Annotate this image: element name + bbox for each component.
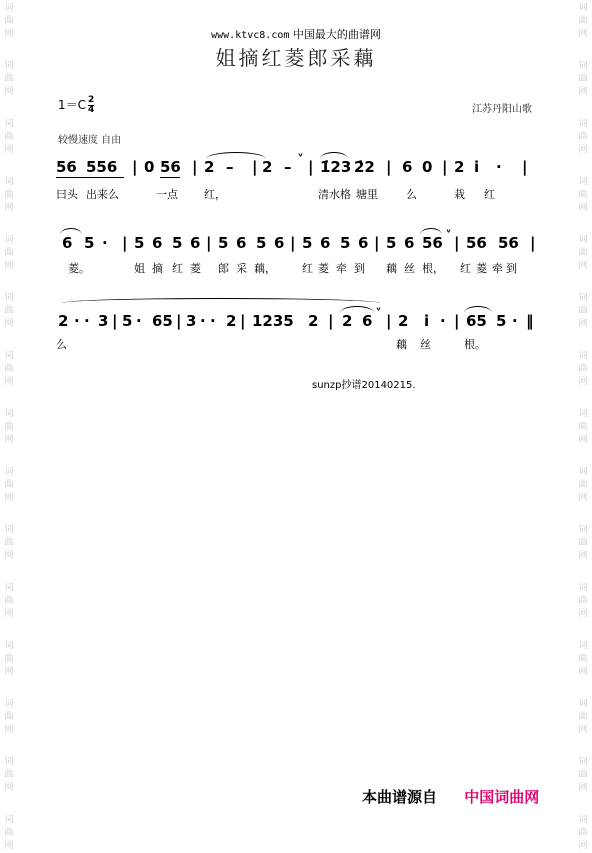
tempo-marking: 较慢速度 自由 — [58, 135, 122, 146]
watermark-mark — [576, 756, 590, 795]
footer-source-label: 本曲谱源自 — [362, 788, 438, 806]
note-group: 56 — [56, 158, 77, 176]
watermark-mark — [576, 176, 590, 215]
note: 0 — [144, 158, 155, 176]
lyric: 清水格 — [318, 188, 351, 201]
watermark-char: 曲 — [4, 364, 14, 374]
note: 2 — [398, 312, 409, 330]
watermark-char: 曲 — [4, 190, 14, 200]
watermark-char: 词 — [578, 3, 588, 13]
watermark-char: 曲 — [4, 132, 14, 142]
dot: · — [512, 312, 518, 330]
watermark-char: 曲 — [578, 538, 588, 548]
barline: | — [290, 234, 296, 252]
dot: · — [200, 312, 206, 330]
slur-arc — [420, 228, 442, 235]
barline: | — [374, 234, 380, 252]
lyric: 菱 — [318, 262, 329, 275]
note: 2 — [204, 158, 215, 176]
watermark-char: 词 — [4, 525, 14, 535]
site-header-line — [0, 26, 592, 42]
watermark-mark — [2, 524, 16, 563]
watermark-char: 网 — [578, 203, 588, 213]
dot: · — [210, 312, 216, 330]
barline: | — [442, 158, 448, 176]
watermark-char: 网 — [4, 725, 14, 735]
lyrics-row-3 — [56, 336, 536, 356]
note: 2 — [262, 158, 273, 176]
watermark-mark — [576, 524, 590, 563]
watermark-mark — [2, 466, 16, 505]
dot: · — [136, 312, 142, 330]
watermark-char: 曲 — [578, 132, 588, 142]
watermark-char: 曲 — [578, 712, 588, 722]
watermark-char: 网 — [578, 145, 588, 155]
watermark-mark — [2, 756, 16, 795]
watermark-char: 曲 — [578, 422, 588, 432]
watermark-mark — [576, 408, 590, 447]
watermark-char: 词 — [4, 699, 14, 709]
watermark-char: 词 — [4, 177, 14, 187]
note: 6 — [62, 234, 73, 252]
dot: · — [74, 312, 80, 330]
dot: · — [496, 158, 502, 176]
watermark-char: 网 — [578, 609, 588, 619]
lyric: 菱 — [476, 262, 487, 275]
watermark-char: 曲 — [578, 190, 588, 200]
note: 2 — [58, 312, 69, 330]
watermark-mark — [2, 234, 16, 273]
watermark-mark — [576, 466, 590, 505]
lyric: 么 — [56, 338, 67, 351]
site-name: 中国最大的曲谱网 — [292, 28, 381, 41]
watermark-char: 词 — [4, 641, 14, 651]
watermark-char: 网 — [4, 493, 14, 503]
lyric: 红 — [484, 188, 495, 201]
note-group: 56 — [422, 234, 443, 252]
lyric: 牵 — [492, 262, 503, 275]
watermark-char: 词 — [4, 235, 14, 245]
lyric: 姐 — [134, 262, 145, 275]
barline: | — [176, 312, 182, 330]
note: 6 — [152, 234, 163, 252]
watermark-char: 网 — [578, 87, 588, 97]
watermark-char: 网 — [578, 261, 588, 271]
lyric: 根。 — [464, 338, 486, 351]
watermark-char: 曲 — [4, 538, 14, 548]
watermark-char: 词 — [4, 61, 14, 71]
watermark-char: 曲 — [578, 16, 588, 26]
watermark-char: 曲 — [4, 596, 14, 606]
watermark-mark — [2, 640, 16, 679]
lyric: 牵 — [336, 262, 347, 275]
lyric: 么 — [406, 188, 417, 201]
lyric: 到 — [506, 262, 517, 275]
lyric: 郎 — [218, 262, 229, 275]
note: 5 — [218, 234, 229, 252]
note-group: 1235 — [252, 312, 294, 330]
barline: | — [252, 158, 258, 176]
watermark-mark — [2, 350, 16, 389]
lyrics-row-1 — [56, 186, 536, 206]
watermark-char: 网 — [4, 667, 14, 677]
final-barline: ‖ — [526, 312, 534, 330]
note: 5 — [340, 234, 351, 252]
time-denominator: 4 — [88, 105, 95, 115]
dot: · — [84, 312, 90, 330]
note: 6 — [402, 158, 413, 176]
watermark-char: 曲 — [578, 480, 588, 490]
watermark-char: 网 — [578, 551, 588, 561]
note: 6 — [362, 312, 373, 330]
watermark-char: 网 — [4, 203, 14, 213]
watermark-mark — [576, 234, 590, 273]
note: 5 — [496, 312, 507, 330]
watermark-char: 词 — [4, 757, 14, 767]
watermark-char: 曲 — [4, 422, 14, 432]
note: 2 — [308, 312, 319, 330]
watermark-char: 网 — [578, 725, 588, 735]
watermark-char: 网 — [578, 783, 588, 793]
note: 5 — [386, 234, 397, 252]
watermark-char: 曲 — [578, 364, 588, 374]
note-group: 2̇2 — [354, 158, 375, 176]
lyric: 曰头 — [56, 188, 78, 201]
dash: – — [284, 158, 292, 176]
note: 6 — [236, 234, 247, 252]
lyric: 藕， — [254, 262, 276, 275]
watermark-char: 曲 — [4, 248, 14, 258]
watermark-char: 曲 — [4, 74, 14, 84]
watermark-char: 网 — [4, 29, 14, 39]
watermark-char: 网 — [4, 841, 14, 851]
barline: | — [454, 312, 460, 330]
barline: | — [454, 234, 460, 252]
watermark-char: 网 — [4, 87, 14, 97]
note-group: 65 — [466, 312, 487, 330]
watermark-mark — [2, 292, 16, 331]
note: 2 — [226, 312, 237, 330]
watermark-char: 词 — [578, 757, 588, 767]
lyric: 根， — [422, 262, 444, 275]
watermark-char: 词 — [578, 235, 588, 245]
watermark-char: 词 — [578, 699, 588, 709]
note: 6 — [404, 234, 415, 252]
note: 0 — [422, 158, 433, 176]
watermark-char: 词 — [578, 351, 588, 361]
lyric: 藕 — [396, 338, 407, 351]
note: i — [474, 158, 480, 176]
watermark-char: 网 — [4, 551, 14, 561]
lyric: 红 — [460, 262, 471, 275]
key-signature: 1＝C — [58, 98, 87, 112]
watermark-char: 词 — [578, 409, 588, 419]
watermark-char: 网 — [578, 29, 588, 39]
breath-mark: ᵛ — [376, 306, 382, 317]
long-slur-arc — [62, 298, 380, 303]
note: 5 — [302, 234, 313, 252]
lyric: 红 — [172, 262, 183, 275]
dot: · — [440, 312, 446, 330]
note: 6 — [274, 234, 285, 252]
barline: | — [206, 234, 212, 252]
lyric: 栽 — [454, 188, 465, 201]
slur-arc — [320, 152, 348, 159]
song-title: 姐摘红菱郎采藕 — [215, 46, 377, 70]
note: 5 — [84, 234, 95, 252]
watermark-char: 词 — [578, 815, 588, 825]
barline: | — [240, 312, 246, 330]
watermark-mark — [576, 292, 590, 331]
watermark-char: 曲 — [4, 480, 14, 490]
note-group: 65 — [152, 312, 173, 330]
breath-mark: ᵛ — [446, 228, 452, 239]
tie-arc — [206, 152, 266, 159]
watermark-char: 曲 — [578, 248, 588, 258]
watermark-column-left — [2, 0, 16, 851]
note: 6 — [320, 234, 331, 252]
lyrics-row-2 — [56, 260, 536, 280]
watermark-char: 词 — [578, 119, 588, 129]
barline: | — [386, 312, 392, 330]
note: 5 — [172, 234, 183, 252]
footer-source — [362, 786, 539, 807]
note: 5 — [122, 312, 133, 330]
watermark-mark — [2, 176, 16, 215]
watermark-mark — [576, 350, 590, 389]
score-row-2 — [56, 228, 536, 254]
watermark-mark — [576, 582, 590, 621]
slur-arc — [340, 306, 374, 313]
note: 2 — [454, 158, 465, 176]
watermark-char: 词 — [4, 583, 14, 593]
dot: · — [102, 234, 108, 252]
watermark-char: 曲 — [4, 712, 14, 722]
watermark-char: 曲 — [578, 596, 588, 606]
watermark-char: 网 — [578, 667, 588, 677]
slur-arc — [60, 228, 82, 235]
note-group: 56 — [466, 234, 487, 252]
slur-arc — [464, 306, 492, 313]
watermark-char: 网 — [578, 377, 588, 387]
watermark-char: 词 — [578, 293, 588, 303]
lyric: 藕 — [386, 262, 397, 275]
lyric: 摘 — [152, 262, 163, 275]
watermark-char: 词 — [4, 467, 14, 477]
note: i — [424, 312, 430, 330]
lyric: 丝 — [420, 338, 431, 351]
note: 6 — [190, 234, 201, 252]
watermark-char: 词 — [4, 815, 14, 825]
note-group: 56 — [498, 234, 519, 252]
site-url: www.ktvc8.com — [211, 30, 290, 41]
watermark-char: 词 — [4, 293, 14, 303]
lyric: 到 — [354, 262, 365, 275]
note-group: 556 — [86, 158, 118, 176]
lyric: 一点 — [156, 188, 178, 201]
lyric: 红 — [302, 262, 313, 275]
barline: | — [386, 158, 392, 176]
watermark-char: 词 — [4, 3, 14, 13]
barline: | — [132, 158, 138, 176]
watermark-char: 曲 — [578, 74, 588, 84]
lyric: 菱。 — [68, 262, 90, 275]
watermark-char: 曲 — [4, 16, 14, 26]
underline — [160, 177, 180, 178]
note: 2 — [342, 312, 353, 330]
watermark-mark — [576, 698, 590, 737]
watermark-char: 词 — [4, 351, 14, 361]
watermark-char: 网 — [4, 261, 14, 271]
time-numerator: 2 — [88, 95, 95, 105]
barline: | — [122, 234, 128, 252]
watermark-char: 网 — [578, 841, 588, 851]
watermark-mark — [576, 640, 590, 679]
note-group: 56 — [160, 158, 181, 176]
watermark-mark — [2, 118, 16, 157]
watermark-char: 曲 — [578, 828, 588, 838]
lyric: 塘里 — [356, 188, 378, 201]
watermark-char: 词 — [578, 177, 588, 187]
dash: – — [226, 158, 234, 176]
watermark-char: 词 — [578, 467, 588, 477]
underline — [56, 177, 124, 178]
watermark-char: 曲 — [4, 654, 14, 664]
barline: | — [328, 312, 334, 330]
watermark-char: 词 — [578, 641, 588, 651]
watermark-char: 网 — [578, 493, 588, 503]
watermark-char: 词 — [4, 409, 14, 419]
barline: | — [192, 158, 198, 176]
watermark-char: 网 — [4, 783, 14, 793]
watermark-char: 曲 — [578, 770, 588, 780]
watermark-char: 词 — [578, 583, 588, 593]
watermark-column-right — [576, 0, 590, 851]
lyric: 菱 — [190, 262, 201, 275]
watermark-char: 网 — [4, 609, 14, 619]
song-origin: 江苏丹阳山歌 — [472, 104, 532, 115]
watermark-char: 曲 — [578, 654, 588, 664]
note: 3 — [186, 312, 197, 330]
note-group: 1̇23 — [320, 158, 352, 176]
lyric: 丝 — [404, 262, 415, 275]
watermark-mark — [576, 118, 590, 157]
watermark-char: 网 — [4, 435, 14, 445]
barline: | — [530, 234, 536, 252]
score-row-3 — [56, 306, 536, 332]
watermark-char: 词 — [578, 61, 588, 71]
note: 5 — [256, 234, 267, 252]
watermark-mark — [2, 408, 16, 447]
watermark-char: 网 — [4, 319, 14, 329]
watermark-char: 网 — [578, 319, 588, 329]
time-signature — [88, 96, 94, 114]
watermark-mark — [2, 582, 16, 621]
watermark-char: 网 — [4, 145, 14, 155]
watermark-char: 网 — [578, 435, 588, 445]
note: 3 — [98, 312, 109, 330]
watermark-char: 曲 — [578, 306, 588, 316]
breath-mark: ᵛ — [298, 152, 304, 163]
barline: | — [308, 158, 314, 176]
watermark-mark — [2, 698, 16, 737]
watermark-char: 词 — [4, 119, 14, 129]
transcriber-note: sunzp抄谱20140215. — [312, 380, 416, 391]
score-row-1 — [56, 152, 536, 178]
lyric: 红， — [204, 188, 226, 201]
watermark-char: 词 — [578, 525, 588, 535]
lyric: 采 — [236, 262, 247, 275]
watermark-char: 曲 — [4, 306, 14, 316]
watermark-char: 曲 — [4, 828, 14, 838]
watermark-char: 曲 — [4, 770, 14, 780]
watermark-char: 网 — [4, 377, 14, 387]
lyric: 出来么 — [86, 188, 119, 201]
note: 6 — [358, 234, 369, 252]
barline: | — [522, 158, 528, 176]
footer-source-link[interactable]: 中国词曲网 — [464, 788, 540, 806]
barline: | — [112, 312, 118, 330]
note: 5 — [134, 234, 145, 252]
